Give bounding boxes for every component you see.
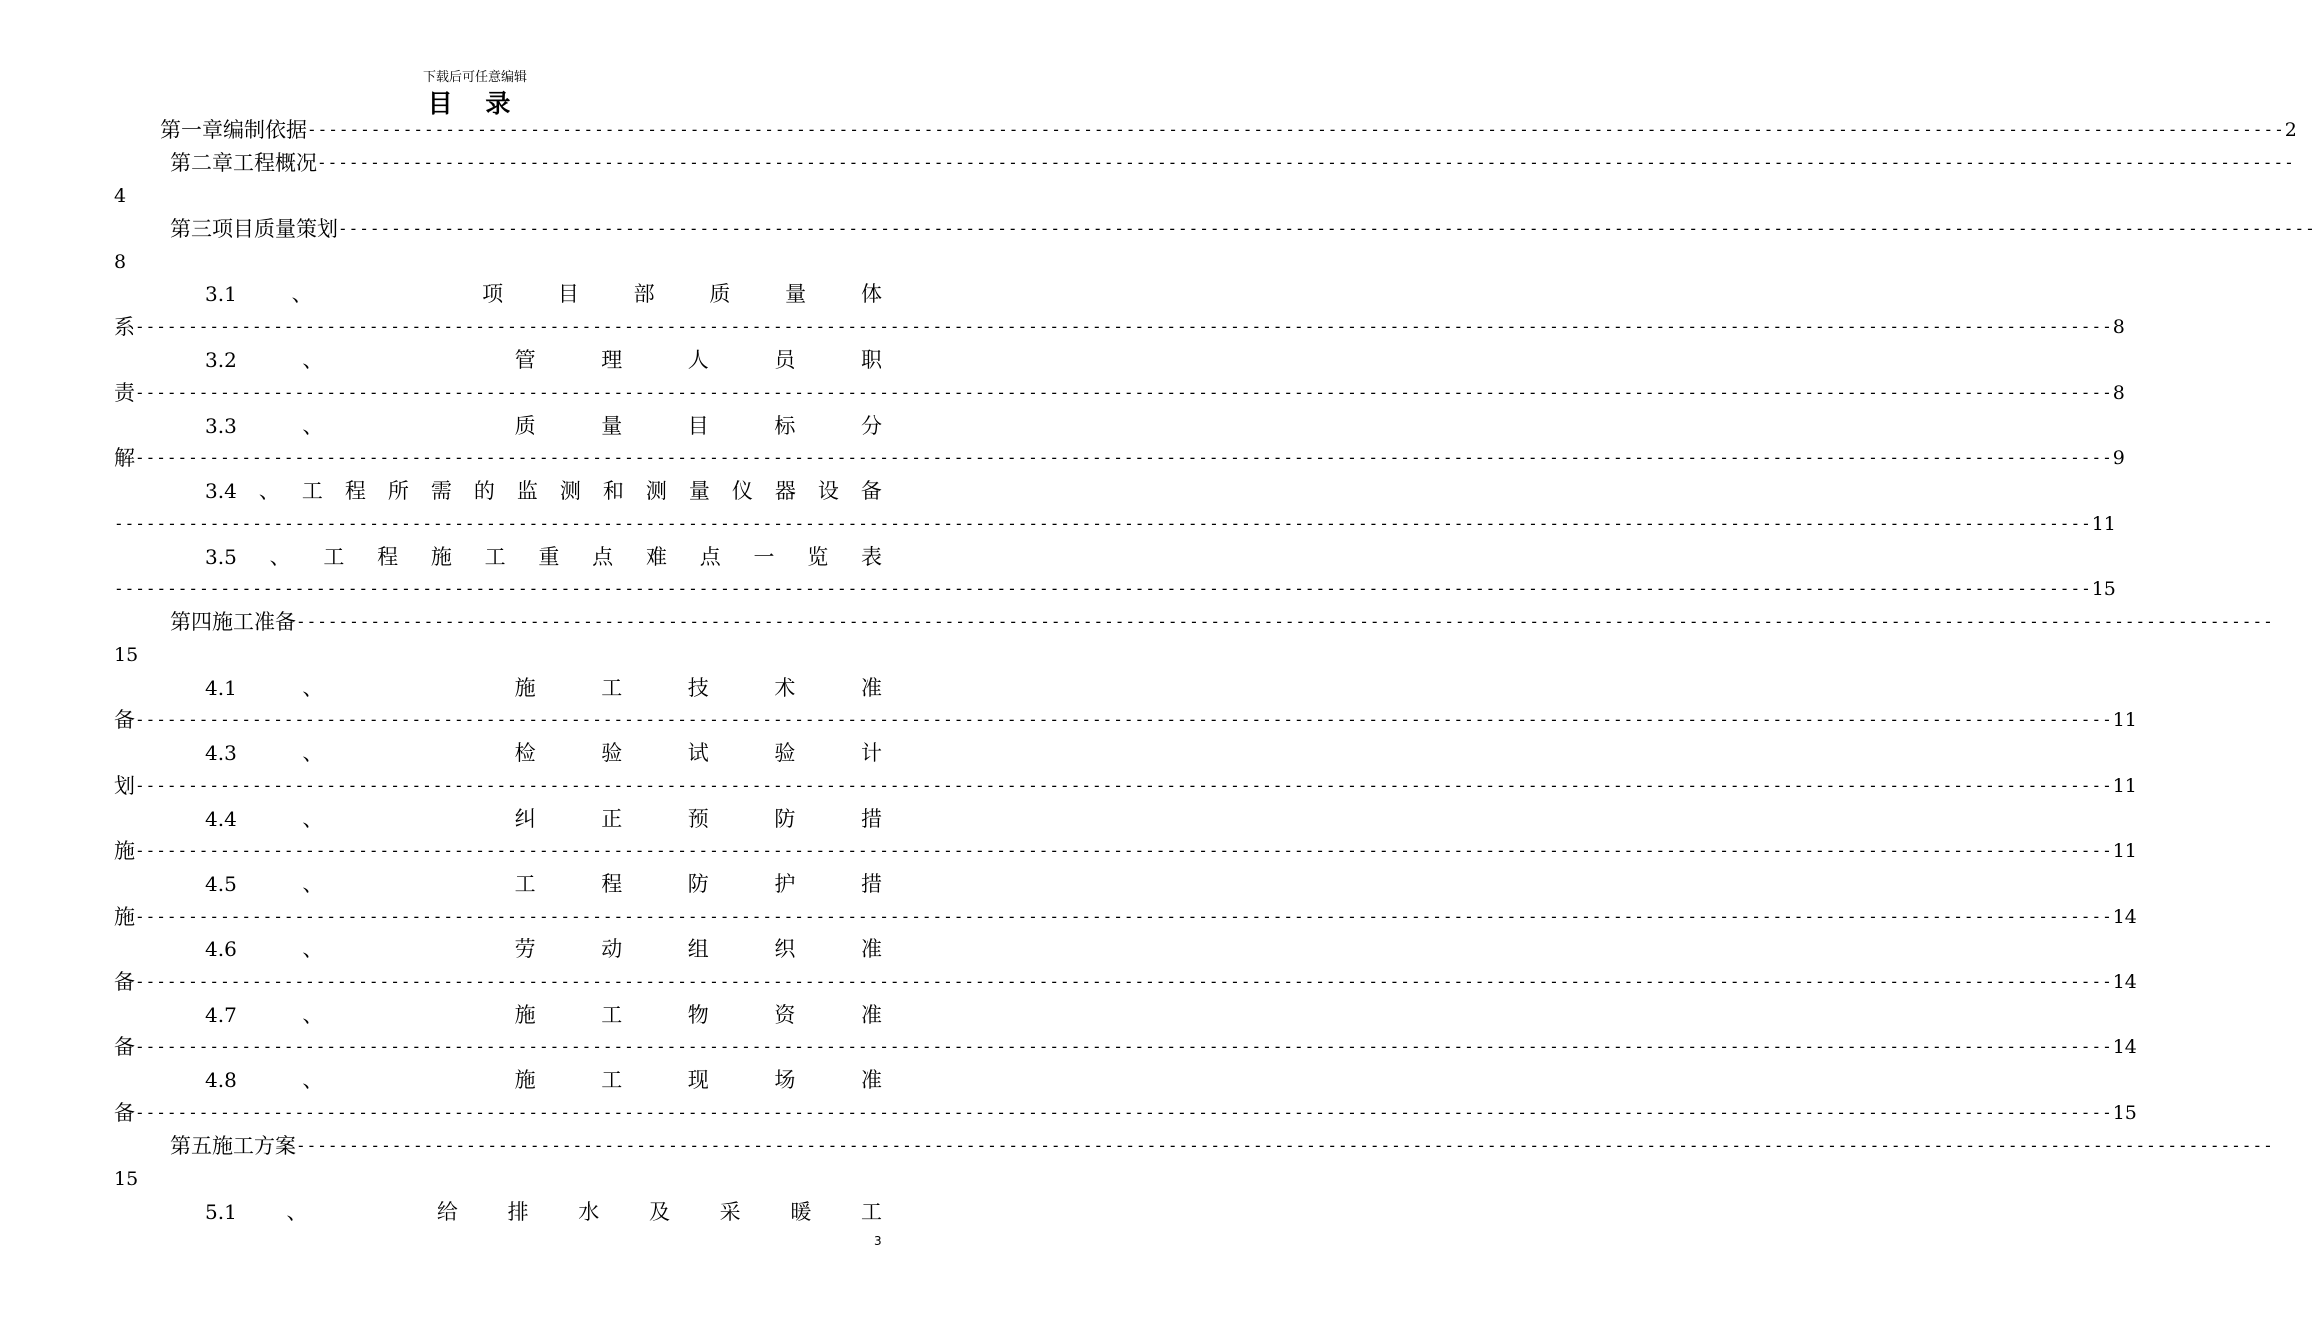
- item-char: 场: [774, 1068, 796, 1092]
- item-char: 组: [687, 937, 709, 961]
- item-char: 计: [860, 741, 882, 765]
- item-char: 护: [774, 872, 796, 896]
- item-tail: 备: [114, 1035, 135, 1059]
- item-number: 4.3: [205, 741, 237, 765]
- toc-item-4-6[interactable]: [205, 933, 882, 965]
- item-char: 验: [601, 741, 623, 765]
- leader-dots: ------------------------------------------------------------------------------------------------------------------------------------------------------------------------------------------: [338, 219, 2316, 238]
- toc-page-number: 15: [2091, 578, 2116, 600]
- toc-chapter-label: 第二章工程概况: [170, 151, 317, 175]
- toc-item-3-2-cont: [114, 377, 2125, 409]
- item-char: 质: [514, 414, 536, 438]
- leader-dots: ------------------------------------------------------------------------------------------------------------------------------------------------------------------------------------------: [135, 448, 2113, 467]
- toc-item-3-2[interactable]: [205, 344, 882, 376]
- item-number: 4.6: [205, 937, 237, 961]
- toc-page-number: 4: [114, 185, 127, 207]
- leader-dots: ------------------------------------------------------------------------------------------------------------------------------------------------------------------------------------------: [135, 907, 2113, 926]
- toc-item-4-5-cont: [114, 901, 2137, 933]
- leader-dots: ------------------------------------------------------------------------------------------------------------------------------------------------------------------------------------------: [135, 776, 2113, 795]
- item-char: 劳: [514, 937, 536, 961]
- toc-item-4-4[interactable]: [205, 803, 882, 835]
- item-tail: 划: [114, 774, 135, 798]
- toc-page-number: 8: [2112, 316, 2125, 338]
- item-separator: 、: [286, 1200, 308, 1224]
- toc-item-4-7[interactable]: [205, 999, 882, 1031]
- item-char: 人: [687, 348, 709, 372]
- item-char: 部: [633, 282, 655, 306]
- toc-item-3-5[interactable]: [205, 541, 882, 573]
- toc-page-number: 8: [114, 251, 127, 273]
- item-char: 动: [601, 937, 623, 961]
- item-char: 正: [601, 807, 623, 831]
- toc-item-3-3-cont: [114, 442, 2125, 474]
- item-separator: 、: [302, 807, 324, 831]
- item-char: 预: [687, 807, 709, 831]
- item-separator: 、: [302, 1068, 324, 1092]
- toc-chapter-2[interactable]: [170, 147, 2295, 179]
- toc-item-3-3[interactable]: [205, 410, 882, 442]
- item-number: 3.2: [205, 348, 237, 372]
- leader-dots: ------------------------------------------------------------------------------------------------------------------------------------------------------------------------------------------: [296, 1136, 2274, 1155]
- item-char: 验: [774, 741, 796, 765]
- item-char: 及: [648, 1200, 670, 1224]
- item-separator: 、: [302, 937, 324, 961]
- item-char: 管: [514, 348, 536, 372]
- item-char: 点: [699, 545, 721, 569]
- item-char: 一: [753, 545, 775, 569]
- item-separator: 、: [302, 676, 324, 700]
- item-char: 需: [430, 479, 452, 503]
- item-char: 工: [601, 676, 623, 700]
- item-tail: 解: [114, 446, 135, 470]
- item-number: 5.1: [205, 1200, 237, 1224]
- item-char: 程: [601, 872, 623, 896]
- item-char: 纠: [514, 807, 536, 831]
- item-char: 现: [687, 1068, 709, 1092]
- toc-title: 目 录: [427, 89, 523, 118]
- toc-page-number: 14: [2112, 1036, 2137, 1058]
- item-char: 理: [601, 348, 623, 372]
- toc-chapter-5[interactable]: [170, 1130, 2274, 1162]
- item-char: 难: [645, 545, 667, 569]
- toc-item-3-4[interactable]: [205, 475, 882, 507]
- item-char: 点: [592, 545, 614, 569]
- item-separator: 、: [302, 1003, 324, 1027]
- item-char: 质: [709, 282, 731, 306]
- item-char: 工: [484, 545, 506, 569]
- item-separator: 、: [302, 872, 324, 896]
- item-char: 目: [687, 414, 709, 438]
- toc-page-number: 15: [114, 644, 139, 666]
- toc-page-number: 14: [2112, 906, 2137, 928]
- item-char: 器: [774, 479, 796, 503]
- toc-item-3-4-cont: [114, 508, 2116, 540]
- item-char: 工: [601, 1003, 623, 1027]
- item-tail: 施: [114, 905, 135, 929]
- toc-item-3-1-cont: [114, 311, 2125, 343]
- leader-dots: ------------------------------------------------------------------------------------------------------------------------------------------------------------------------------------------: [296, 612, 2274, 631]
- item-char: 备: [860, 479, 882, 503]
- item-char: 排: [507, 1200, 529, 1224]
- item-char: 施: [514, 676, 536, 700]
- item-char: 物: [687, 1003, 709, 1027]
- toc-item-4-6-cont: [114, 966, 2137, 998]
- item-char: 施: [430, 545, 452, 569]
- item-char: 准: [860, 676, 882, 700]
- toc-item-4-7-cont: [114, 1031, 2137, 1063]
- toc-page-number: 2: [2284, 119, 2297, 141]
- leader-dots: ------------------------------------------------------------------------------------------------------------------------------------------------------------------------------------------: [114, 514, 2092, 533]
- toc-chapter-label: 第五施工方案: [170, 1134, 296, 1158]
- item-char: 监: [516, 479, 538, 503]
- item-char: 体: [860, 282, 882, 306]
- item-tail: 备: [114, 970, 135, 994]
- toc-page-number: 11: [2091, 513, 2116, 535]
- toc-item-4-3-cont: [114, 770, 2137, 802]
- item-separator: 、: [302, 414, 324, 438]
- item-char: 分: [860, 414, 882, 438]
- item-char: 所: [387, 479, 409, 503]
- item-char: 技: [687, 676, 709, 700]
- item-char: 重: [538, 545, 560, 569]
- item-number: 4.7: [205, 1003, 237, 1027]
- item-number: 3.5: [205, 545, 237, 569]
- toc-item-4-8-cont: [114, 1097, 2137, 1129]
- leader-dots: ------------------------------------------------------------------------------------------------------------------------------------------------------------------------------------------: [114, 579, 2092, 598]
- item-char: 防: [774, 807, 796, 831]
- toc-page-number: 11: [2112, 775, 2137, 797]
- item-char: 程: [377, 545, 399, 569]
- item-char: 项: [482, 282, 504, 306]
- leader-dots: ------------------------------------------------------------------------------------------------------------------------------------------------------------------------------------------: [317, 153, 2295, 172]
- toc-chapter-3[interactable]: [170, 213, 2316, 245]
- item-char: 目: [557, 282, 579, 306]
- item-separator: 、: [302, 741, 324, 765]
- item-char: 设: [817, 479, 839, 503]
- item-char: 术: [774, 676, 796, 700]
- item-separator: 、: [269, 545, 291, 569]
- item-number: 3.4: [205, 479, 237, 503]
- item-char: 采: [719, 1200, 741, 1224]
- item-number: 4.4: [205, 807, 237, 831]
- item-char: 程: [344, 479, 366, 503]
- toc-page-number: 9: [2112, 447, 2125, 469]
- toc-page-number: 14: [2112, 971, 2137, 993]
- toc-item-3-5-cont: [114, 573, 2116, 605]
- item-char: 水: [578, 1200, 600, 1224]
- item-char: 措: [860, 872, 882, 896]
- item-number: 4.8: [205, 1068, 237, 1092]
- item-char: 工: [514, 872, 536, 896]
- toc-item-4-1[interactable]: [205, 672, 882, 704]
- item-char: 准: [860, 1068, 882, 1092]
- item-separator: 、: [291, 282, 313, 306]
- page-number: 3: [874, 1234, 882, 1248]
- item-number: 3.3: [205, 414, 237, 438]
- item-char: 资: [774, 1003, 796, 1027]
- toc-item-4-8[interactable]: [205, 1064, 882, 1096]
- item-tail: 备: [114, 1101, 135, 1125]
- item-number: 4.1: [205, 676, 237, 700]
- item-char: 测: [645, 479, 667, 503]
- item-char: 的: [473, 479, 495, 503]
- toc-chapter-label: 第一章编制依据: [160, 118, 307, 142]
- item-number: 3.1: [205, 282, 237, 306]
- item-char: 工: [301, 479, 323, 503]
- item-char: 量: [785, 282, 807, 306]
- item-separator: 、: [258, 479, 280, 503]
- toc-page-number: 11: [2112, 840, 2137, 862]
- item-tail: 系: [114, 315, 135, 339]
- item-char: 试: [687, 741, 709, 765]
- item-char: 表: [861, 545, 882, 569]
- toc-item-4-3[interactable]: [205, 737, 882, 769]
- item-char: 准: [860, 937, 882, 961]
- toc-item-5-1[interactable]: [205, 1196, 882, 1228]
- leader-dots: ------------------------------------------------------------------------------------------------------------------------------------------------------------------------------------------: [307, 120, 2285, 139]
- item-char: 职: [860, 348, 882, 372]
- item-char: 准: [860, 1003, 882, 1027]
- toc-page-number: 15: [2112, 1102, 2137, 1124]
- item-char: 和: [602, 479, 624, 503]
- item-char: 防: [687, 872, 709, 896]
- item-tail: 责: [114, 381, 135, 405]
- toc-chapter-label: 第四施工准备: [170, 610, 296, 634]
- toc-page-number: 8: [2112, 382, 2125, 404]
- item-number: 4.5: [205, 872, 237, 896]
- toc-page-number: 15: [114, 1168, 139, 1190]
- item-char: 暖: [790, 1200, 812, 1224]
- item-char: 施: [514, 1003, 536, 1027]
- toc-item-4-5[interactable]: [205, 868, 882, 900]
- leader-dots: ------------------------------------------------------------------------------------------------------------------------------------------------------------------------------------------: [135, 1037, 2113, 1056]
- item-separator: 、: [302, 348, 324, 372]
- item-char: 测: [559, 479, 581, 503]
- item-char: 工: [601, 1068, 623, 1092]
- leader-dots: ------------------------------------------------------------------------------------------------------------------------------------------------------------------------------------------: [135, 317, 2113, 336]
- toc-chapter-4[interactable]: [170, 606, 2274, 638]
- toc-chapter-1[interactable]: [160, 114, 2297, 146]
- toc-item-4-1-cont: [114, 704, 2137, 736]
- toc-chapter-label: 第三项目质量策划: [170, 217, 338, 241]
- leader-dots: ------------------------------------------------------------------------------------------------------------------------------------------------------------------------------------------: [135, 710, 2113, 729]
- toc-page-number: 11: [2112, 709, 2137, 731]
- leader-dots: ------------------------------------------------------------------------------------------------------------------------------------------------------------------------------------------: [135, 1103, 2113, 1122]
- page-header: 下载后可任意编辑: [422, 70, 527, 85]
- item-char: 检: [514, 741, 536, 765]
- item-char: 员: [774, 348, 796, 372]
- item-char: 工: [323, 545, 345, 569]
- leader-dots: ------------------------------------------------------------------------------------------------------------------------------------------------------------------------------------------: [135, 972, 2113, 991]
- item-char: 标: [774, 414, 796, 438]
- item-tail: 施: [114, 839, 135, 863]
- item-tail: 备: [114, 708, 135, 732]
- item-char: 织: [774, 937, 796, 961]
- leader-dots: ------------------------------------------------------------------------------------------------------------------------------------------------------------------------------------------: [135, 383, 2113, 402]
- item-char: 览: [807, 545, 829, 569]
- item-char: 量: [601, 414, 623, 438]
- item-char: 仪: [731, 479, 753, 503]
- toc-item-4-4-cont: [114, 835, 2137, 867]
- item-char: 措: [860, 807, 882, 831]
- toc-item-3-1[interactable]: [205, 278, 882, 310]
- item-char: 量: [688, 479, 710, 503]
- item-char: 给: [436, 1200, 458, 1224]
- item-char: 工: [861, 1200, 882, 1224]
- item-char: 施: [514, 1068, 536, 1092]
- leader-dots: ------------------------------------------------------------------------------------------------------------------------------------------------------------------------------------------: [135, 841, 2113, 860]
